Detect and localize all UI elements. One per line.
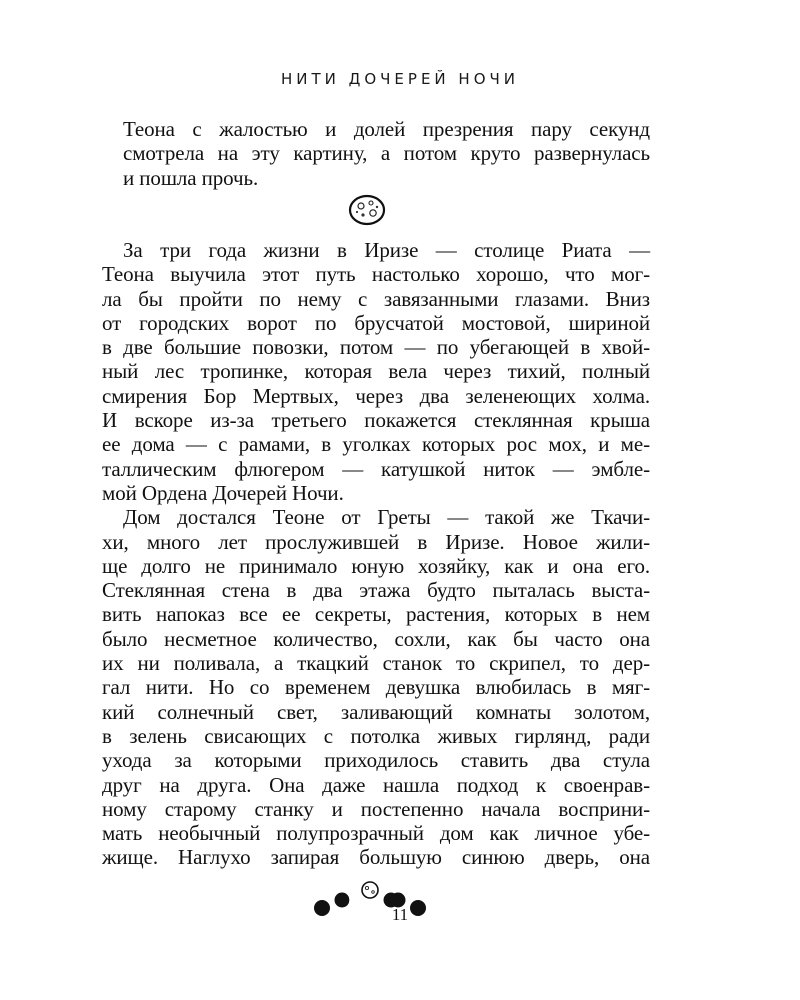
text-line: их ни поливала, а ткацкий станок то скрипел, то дер- xyxy=(102,651,650,676)
text-line: мать необычный полупрозрачный дом как личное убе- xyxy=(102,821,650,846)
text-line: друг на друга. Она даже нашла подход к своенрав- xyxy=(102,772,650,797)
text-line: смотрела на эту картину, а потом круто развернулась xyxy=(123,141,650,166)
text-line: хи, много лет прослужившей в Иризе. Новое жили- xyxy=(102,529,650,554)
text-line: Теона с жалостью и долей презрения пару секунд xyxy=(123,117,650,141)
text-line: в зелень свисающих с потолка живых гирлянд, ради xyxy=(102,723,650,748)
text-line: ще долго не принимало юную хозяйку, как и она его. xyxy=(102,553,650,578)
paragraph-1 xyxy=(123,117,650,190)
text-line: было несметное количество, сохли, как бы часто она xyxy=(102,626,650,651)
page-number: 11 xyxy=(391,905,409,924)
text-line: За три года жизни в Иризе — столице Риата — xyxy=(123,238,650,262)
text-line: таллическим флюгером — катушкой ниток — эмбле- xyxy=(102,456,650,481)
text-line: ному старому станку и постепенно начала восприни- xyxy=(102,796,650,821)
text-line: и пошла прочь. xyxy=(123,165,259,190)
moon-icon xyxy=(347,192,387,228)
text-line: Дом достался Теоне от Греты — такой же Ткачи- xyxy=(123,505,650,530)
text-line: ла бы пройти по нему с завязанными глазами. Вниз xyxy=(102,286,650,311)
paragraph-2 xyxy=(102,238,650,870)
text-line: мой Ордена Дочерей Ночи. xyxy=(102,480,344,505)
text-line: Стеклянная стена в два этажа будто пыталась выста- xyxy=(102,578,650,603)
text-line: ный лес тропинке, которая вела через тихий, полный xyxy=(102,359,650,384)
text-line: ее дома — с рамами, в уголках которых рос мох, и ме- xyxy=(102,432,650,457)
text-line: ухода за которыми приходилось ставить два стула xyxy=(102,748,650,773)
text-line: в две большие повозки, потом — по убегающей в хвой- xyxy=(102,335,650,360)
text-line: кий солнечный свет, заливающий комнаты золотом, xyxy=(102,699,650,724)
text-line: Теона выучила этот путь настолько хорошо, что мог- xyxy=(102,262,650,287)
text-line: гал нити. Но со временем девушка влюбилась в мяг- xyxy=(102,675,650,700)
text-line: вить напоказ все ее секреты, растения, которых в нем xyxy=(102,602,650,627)
text-line: И вскоре из-за третьего покажется стеклянная крыша xyxy=(102,408,650,433)
text-line: смирения Бор Мертвых, через два зеленеющих холма. xyxy=(102,383,650,408)
text-line: жище. Наглухо запирая большую синюю дверь, она xyxy=(102,845,650,870)
text-line: от городских ворот по брусчатой мостовой, шириной xyxy=(102,310,650,335)
running-title: НИТИ ДОЧЕРЕЙ НОЧИ xyxy=(280,70,520,88)
